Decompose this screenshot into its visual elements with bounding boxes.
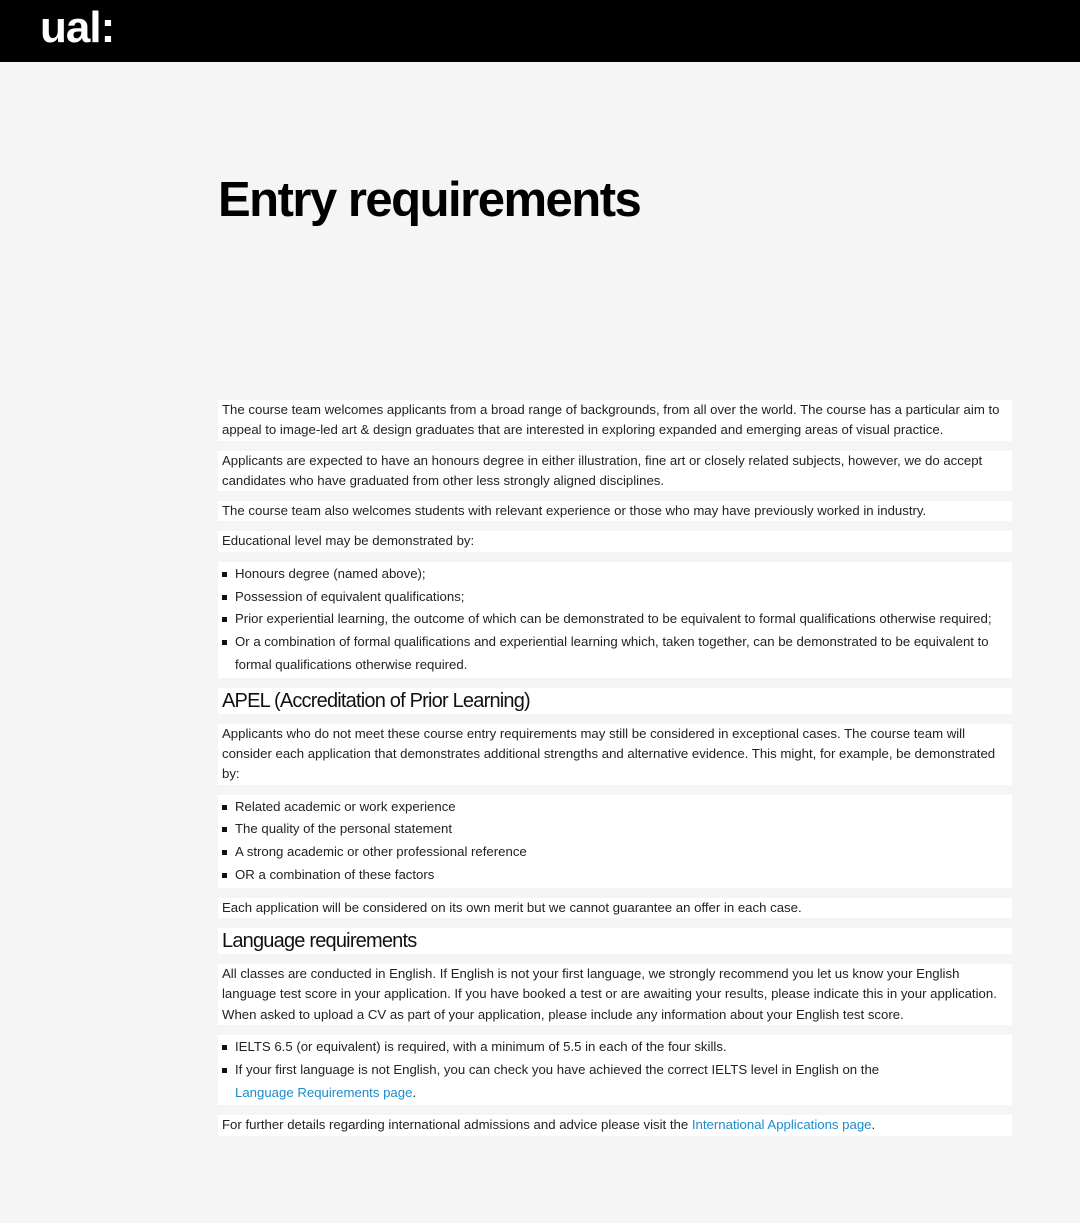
apel-text: Applicants who do not meet these course entry requirements may still be considered in exceptional cases. The course team will consider each application that demonstrates additional strengths and alternative evidence. This might, for example, be demonstrated by: [222, 725, 996, 782]
apel-merit-paragraph [218, 898, 1012, 918]
intro-paragraph [218, 400, 1012, 441]
list-item: IELTS 6.5 (or equivalent) is required, with a minimum of 5.5 in each of the four skills. [222, 1036, 1008, 1059]
language-heading-block [218, 928, 1012, 954]
degree-text: Applicants are expected to have an honours degree in either illustration, fine art or closely related subjects, however, we do accept candidates who have graduated from other less strongly aligned disciplines. [222, 452, 983, 488]
list-item: Or a combination of formal qualifications and experiential learning which, taken together, can be demonstrated to be equivalent to formal qualifications otherwise required. [222, 631, 1008, 677]
list-item: A strong academic or other professional reference [222, 841, 1008, 864]
list-item: The quality of the personal statement [222, 818, 1008, 841]
punctuation: . [412, 1084, 417, 1100]
experience-paragraph [218, 501, 1012, 521]
apel-merit-text: Each application will be considered on its own merit but we cannot guarantee an offer in each case. [222, 899, 802, 915]
list-item: OR a combination of these factors [222, 864, 1008, 887]
list-item: Honours degree (named above); [222, 563, 1008, 586]
education-list [218, 562, 1012, 678]
intro-text: The course team welcomes applicants from a broad range of backgrounds, from all over the world. The course has a particular aim to appeal to image-led art & design graduates that are interested in exploring expanded and emerging areas of visual practice. [222, 402, 1000, 438]
ual-logo[interactable]: ual: [40, 3, 115, 52]
list-item: Possession of equivalent qualifications; [222, 586, 1008, 609]
international-text [222, 1115, 1008, 1135]
degree-paragraph [218, 451, 1012, 492]
list-item: Related academic or work experience [222, 796, 1008, 819]
ielts-check-text: If your first language is not English, you can check you have achieved the correct IELTS level in English on the [235, 1061, 880, 1077]
language-text: All classes are conducted in English. If English is not your first language, we strongly recommend you let us know your English language test score in your application. If you have booked a test or are awaiting your results, please indicate this in your application. When asked to upload a CV as part of your application, please include any information about your English test score. [222, 966, 997, 1022]
punctuation: . [871, 1117, 876, 1133]
education-intro-text: Educational level may be demonstrated by: [222, 533, 475, 549]
experience-text: The course team also welcomes students with relevant experience or those who may have previously worked in industry. [222, 503, 927, 519]
page-title: Entry requirements [218, 173, 641, 227]
language-paragraph [218, 964, 1012, 1025]
language-list [218, 1035, 1012, 1105]
apel-heading: APEL (Accreditation of Prior Learning) [222, 689, 530, 712]
apel-paragraph [218, 724, 1012, 785]
list-item [222, 1059, 1008, 1105]
list-item: Prior experiential learning, the outcome of which can be demonstrated to be equivalent to formal qualifications otherwise required; [222, 608, 1008, 631]
language-requirements-link[interactable]: Language Requirements page [235, 1084, 413, 1100]
international-applications-link[interactable]: International Applications page [691, 1117, 872, 1133]
education-intro-paragraph [218, 531, 1012, 551]
international-paragraph [218, 1115, 1012, 1135]
main-content [218, 400, 1012, 1146]
apel-heading-block [218, 688, 1012, 714]
international-text-lead: For further details regarding international admissions and advice please visit the [222, 1117, 689, 1133]
language-heading: Language requirements [222, 930, 417, 953]
top-navigation-bar [0, 0, 1080, 62]
apel-list [218, 795, 1012, 888]
